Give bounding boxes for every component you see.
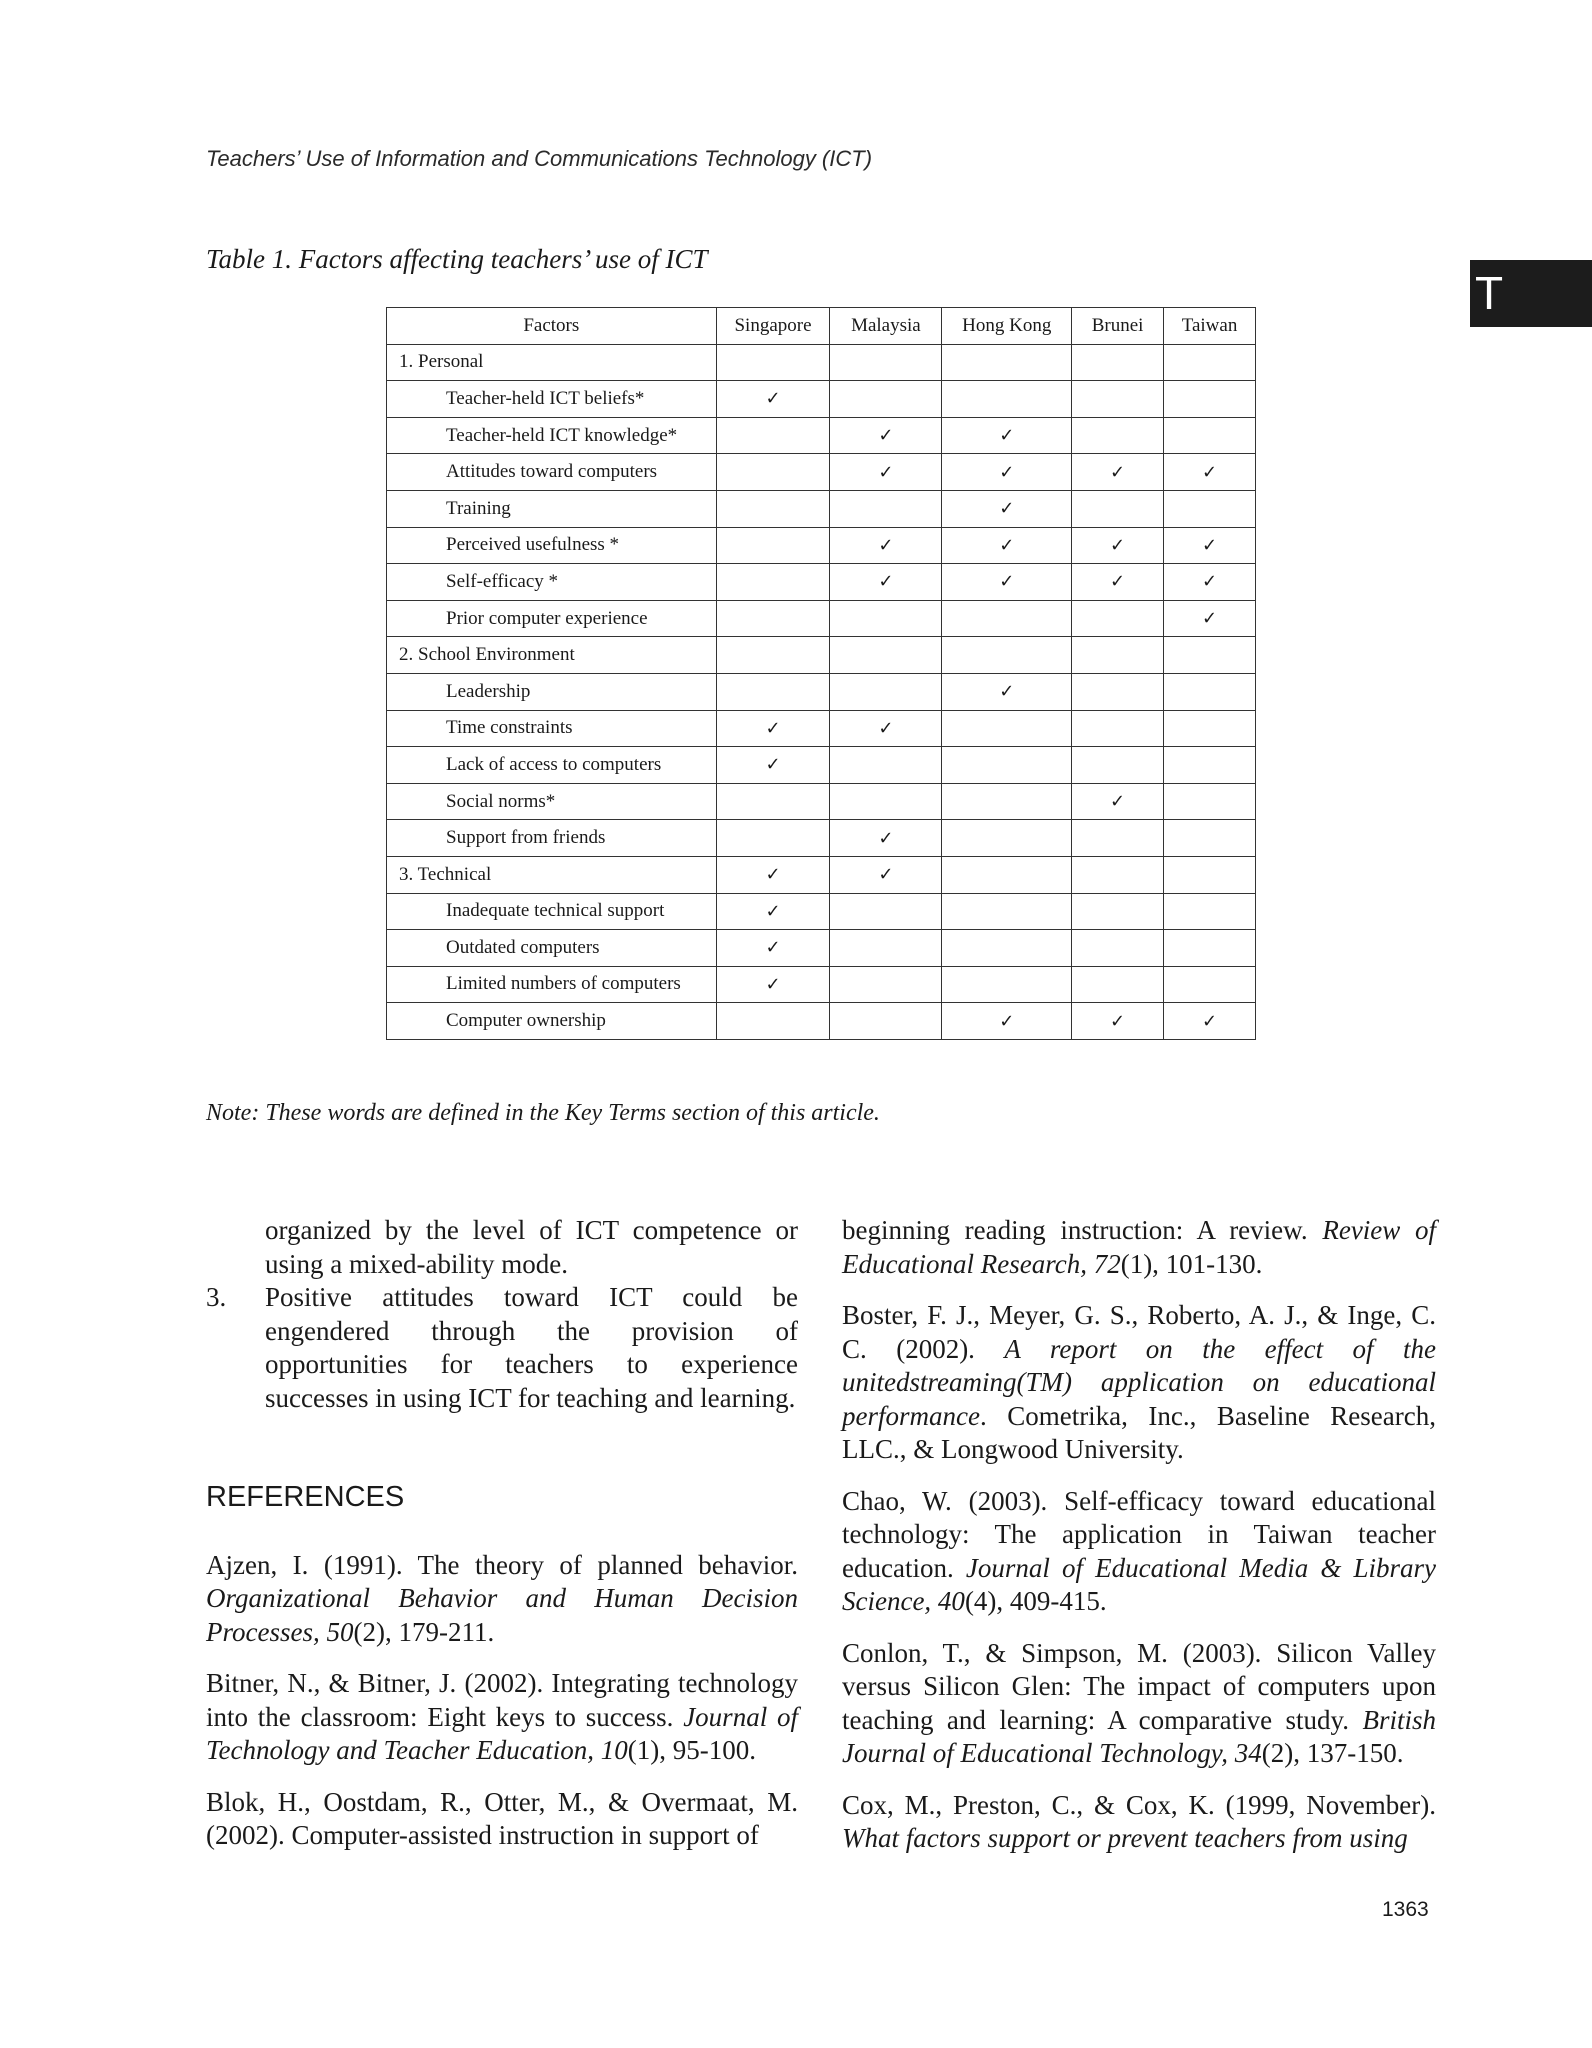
table-row <box>387 564 1256 601</box>
page-number: 1363 <box>1382 1898 1429 1921</box>
empty-cell <box>1072 856 1164 893</box>
empty-cell <box>1164 966 1256 1003</box>
checkmark-icon: ✓ <box>1072 454 1164 491</box>
checkmark-icon: ✓ <box>1072 783 1164 820</box>
empty-cell <box>1164 344 1256 381</box>
table-row <box>387 1003 1256 1040</box>
header-taiwan: Taiwan <box>1164 308 1256 345</box>
empty-cell <box>1072 490 1164 527</box>
table-header-row <box>387 308 1256 345</box>
empty-cell <box>1164 381 1256 418</box>
table-row <box>387 966 1256 1003</box>
empty-cell <box>830 673 942 710</box>
checkmark-icon: ✓ <box>1164 1003 1256 1040</box>
factor-label: Inadequate technical support <box>387 893 717 930</box>
table-row <box>387 747 1256 784</box>
empty-cell <box>942 820 1072 857</box>
table-row <box>387 783 1256 820</box>
empty-cell <box>942 783 1072 820</box>
empty-cell <box>942 966 1072 1003</box>
empty-cell <box>716 820 830 857</box>
list-item-text: Positive attitudes toward ICT could be engendered through the provision of opportunities for teachers to experience successes in using ICT for teaching and learning. <box>265 1282 798 1413</box>
checkmark-icon: ✓ <box>830 564 942 601</box>
list-item-3 <box>206 1281 798 1415</box>
factor-label: Computer ownership <box>387 1003 717 1040</box>
factor-label: Support from friends <box>387 820 717 857</box>
left-column <box>206 1214 798 1871</box>
checkmark-icon: ✓ <box>942 1003 1072 1040</box>
reference-entry: Cox, M., Preston, C., & Cox, K. (1999, November). What factors support or prevent teachers from using <box>842 1789 1436 1853</box>
empty-cell <box>830 490 942 527</box>
empty-cell <box>716 417 830 454</box>
factor-label: Attitudes toward computers <box>387 454 717 491</box>
empty-cell <box>942 344 1072 381</box>
table-row <box>387 820 1256 857</box>
header-factors: Factors <box>387 308 717 345</box>
table-note: Note: These words are defined in the Key Terms section of this article. <box>206 1100 880 1126</box>
checkmark-icon: ✓ <box>716 747 830 784</box>
table-body <box>387 344 1256 1039</box>
empty-cell <box>942 747 1072 784</box>
table-row <box>387 490 1256 527</box>
factor-label: Teacher-held ICT beliefs* <box>387 381 717 418</box>
references-heading: REFERENCES <box>206 1481 405 1513</box>
factor-label: Perceived usefulness * <box>387 527 717 564</box>
checkmark-icon: ✓ <box>942 673 1072 710</box>
reference-entry: Bitner, N., & Bitner, J. (2002). Integrating technology into the classroom: Eight keys to success. Journal of Technology and Teacher Education, 10(1), 95-100. <box>206 1668 798 1765</box>
table-caption: Table 1. Factors affecting teachers’ use of ICT <box>206 244 708 274</box>
empty-cell <box>716 783 830 820</box>
empty-cell <box>1072 381 1164 418</box>
reference-entry: Chao, W. (2003). Self-efficacy toward educational technology: The application in Taiwan teacher education. Journal of Educational Media & Library Science, 40(4), 409-415. <box>842 1485 1436 1616</box>
checkmark-icon: ✓ <box>830 527 942 564</box>
empty-cell <box>942 600 1072 637</box>
checkmark-icon: ✓ <box>942 564 1072 601</box>
empty-cell <box>716 454 830 491</box>
header-hong-kong: Hong Kong <box>942 308 1072 345</box>
checkmark-icon: ✓ <box>716 710 830 747</box>
checkmark-icon: ✓ <box>942 417 1072 454</box>
empty-cell <box>716 564 830 601</box>
checkmark-icon: ✓ <box>1164 454 1256 491</box>
factor-label: Training <box>387 490 717 527</box>
checkmark-icon: ✓ <box>830 710 942 747</box>
factor-category-label: 1. Personal <box>387 344 717 381</box>
reference-entry: Blok, H., Oostdam, R., Otter, M., & Overmaat, M. (2002). Computer-assisted instruction in support of <box>206 1786 798 1850</box>
empty-cell <box>1164 710 1256 747</box>
right-column <box>842 1214 1436 1874</box>
empty-cell <box>716 673 830 710</box>
checkmark-icon: ✓ <box>1164 564 1256 601</box>
empty-cell <box>1164 783 1256 820</box>
list-continuation: organized by the level of ICT competence or using a mixed-ability mode. <box>265 1215 798 1279</box>
checkmark-icon: ✓ <box>830 856 942 893</box>
table-row <box>387 856 1256 893</box>
empty-cell <box>1072 417 1164 454</box>
running-head: Teachers’ Use of Information and Communications Technology (ICT) <box>206 146 873 171</box>
empty-cell <box>1164 820 1256 857</box>
empty-cell <box>830 381 942 418</box>
empty-cell <box>716 527 830 564</box>
empty-cell <box>942 930 1072 967</box>
header-brunei: Brunei <box>1072 308 1164 345</box>
empty-cell <box>830 966 942 1003</box>
table-row <box>387 527 1256 564</box>
empty-cell <box>716 490 830 527</box>
header-malaysia: Malaysia <box>830 308 942 345</box>
empty-cell <box>830 930 942 967</box>
checkmark-icon: ✓ <box>1072 1003 1164 1040</box>
checkmark-icon: ✓ <box>830 820 942 857</box>
table-row <box>387 600 1256 637</box>
checkmark-icon: ✓ <box>1164 600 1256 637</box>
empty-cell <box>830 893 942 930</box>
checkmark-icon: ✓ <box>716 856 830 893</box>
checkmark-icon: ✓ <box>716 381 830 418</box>
reference-entry: Ajzen, I. (1991). The theory of planned behavior. Organizational Behavior and Human Decision Processes, 50(2), 179-211. <box>206 1549 798 1647</box>
empty-cell <box>1072 710 1164 747</box>
empty-cell <box>1072 966 1164 1003</box>
factor-label: Social norms* <box>387 783 717 820</box>
empty-cell <box>716 637 830 674</box>
empty-cell <box>942 710 1072 747</box>
empty-cell <box>830 747 942 784</box>
checkmark-icon: ✓ <box>942 490 1072 527</box>
empty-cell <box>1072 820 1164 857</box>
table-row <box>387 930 1256 967</box>
empty-cell <box>1072 930 1164 967</box>
header-singapore: Singapore <box>716 308 830 345</box>
empty-cell <box>1164 856 1256 893</box>
empty-cell <box>1164 930 1256 967</box>
empty-cell <box>1164 637 1256 674</box>
empty-cell <box>942 856 1072 893</box>
table-row <box>387 637 1256 674</box>
empty-cell <box>1164 673 1256 710</box>
checkmark-icon: ✓ <box>1164 527 1256 564</box>
empty-cell <box>942 637 1072 674</box>
table-row <box>387 344 1256 381</box>
factor-label: Outdated computers <box>387 930 717 967</box>
table-row <box>387 381 1256 418</box>
empty-cell <box>1072 893 1164 930</box>
checkmark-icon: ✓ <box>716 893 830 930</box>
table-row <box>387 710 1256 747</box>
section-tab-marker: T <box>1470 260 1592 327</box>
empty-cell <box>1072 637 1164 674</box>
empty-cell <box>830 637 942 674</box>
checkmark-icon: ✓ <box>1072 527 1164 564</box>
empty-cell <box>830 783 942 820</box>
reference-entry: Conlon, T., & Simpson, M. (2003). Silicon Valley versus Silicon Glen: The impact of computers upon teaching and learning: A comparative study. British Journal of Educational Technology, 34(2), 137-150. <box>842 1637 1436 1768</box>
empty-cell <box>1164 490 1256 527</box>
empty-cell <box>830 344 942 381</box>
factor-label: Teacher-held ICT knowledge* <box>387 417 717 454</box>
empty-cell <box>830 1003 942 1040</box>
checkmark-icon: ✓ <box>830 417 942 454</box>
empty-cell <box>830 600 942 637</box>
factors-table <box>386 307 1256 1040</box>
factor-label: Time constraints <box>387 710 717 747</box>
checkmark-icon: ✓ <box>942 454 1072 491</box>
checkmark-icon: ✓ <box>942 527 1072 564</box>
empty-cell <box>1072 673 1164 710</box>
table-row <box>387 454 1256 491</box>
factor-category-label: 2. School Environment <box>387 637 717 674</box>
reference-entry-continued: beginning reading instruction: A review. Review of Educational Research, 72(1), 101-130. <box>842 1215 1436 1279</box>
empty-cell <box>716 600 830 637</box>
empty-cell <box>1072 344 1164 381</box>
reference-entry: Boster, F. J., Meyer, G. S., Roberto, A. J., & Inge, C. C. (2002). A report on the effect of the unitedstreaming(TM) application on educational performance. Cometrika, Inc., Baseline Research, LLC., & Longwood University. <box>842 1300 1436 1464</box>
empty-cell <box>1072 600 1164 637</box>
empty-cell <box>716 1003 830 1040</box>
empty-cell <box>942 381 1072 418</box>
factor-label: Limited numbers of computers <box>387 966 717 1003</box>
empty-cell <box>942 893 1072 930</box>
empty-cell <box>716 344 830 381</box>
checkmark-icon: ✓ <box>716 930 830 967</box>
empty-cell <box>1164 747 1256 784</box>
factor-label: Leadership <box>387 673 717 710</box>
checkmark-icon: ✓ <box>830 454 942 491</box>
checkmark-icon: ✓ <box>716 966 830 1003</box>
factor-category-label: 3. Technical <box>387 856 717 893</box>
factor-label: Self-efficacy * <box>387 564 717 601</box>
checkmark-icon: ✓ <box>1072 564 1164 601</box>
table-row <box>387 417 1256 454</box>
table-row <box>387 673 1256 710</box>
factor-label: Lack of access to computers <box>387 747 717 784</box>
empty-cell <box>1164 893 1256 930</box>
table-row <box>387 893 1256 930</box>
factor-label: Prior computer experience <box>387 600 717 637</box>
list-item-number: 3. <box>206 1282 227 1312</box>
empty-cell <box>1164 417 1256 454</box>
empty-cell <box>1072 747 1164 784</box>
